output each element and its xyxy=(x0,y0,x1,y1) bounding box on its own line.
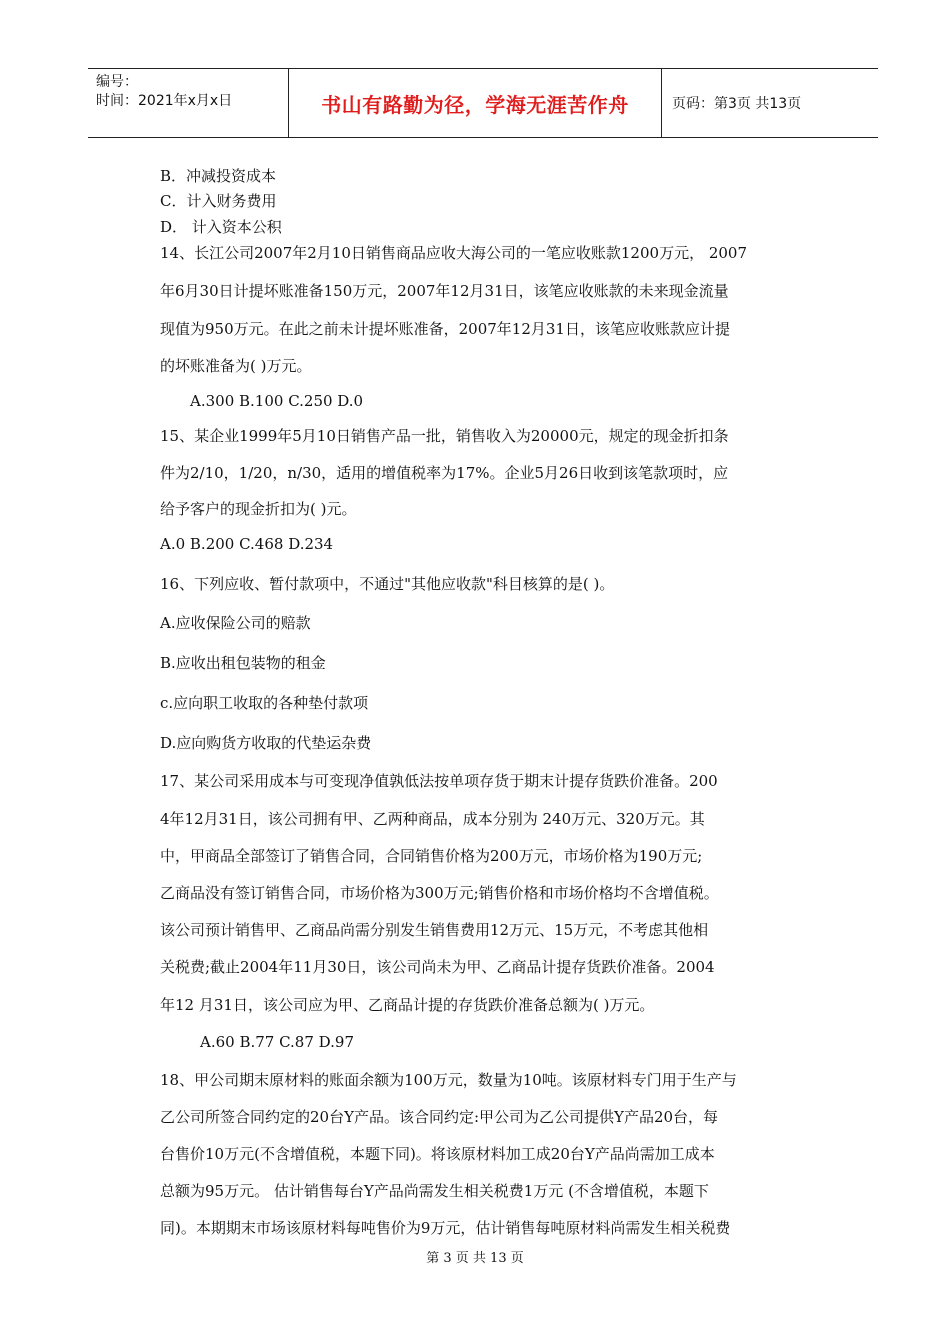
question-14-options: A.300 B.100 C.250 D.0 xyxy=(190,392,364,410)
question-17-options: A.60 B.77 C.87 D.97 xyxy=(200,1033,355,1051)
question-14-line: 年6月30日计提坏账准备150万元，2007年12月31日，该笔应收账款的未来现金流量 xyxy=(160,282,729,300)
option-line: B．冲减投资成本 xyxy=(160,167,277,185)
header-meta xyxy=(88,69,288,137)
option-line: C．计入财务费用 xyxy=(160,192,277,210)
question-15-line: 给予客户的现金折扣为( )元。 xyxy=(160,500,357,518)
header-motto-cell xyxy=(288,69,662,137)
option-line: D． 计入资本公积 xyxy=(160,218,282,236)
question-16-option: A.应收保险公司的赔款 xyxy=(160,614,311,632)
question-15-line: 件为2/10，1/20，n/30，适用的增值税率为17%。企业5月26日收到该笔款项时，应 xyxy=(160,464,729,482)
question-16-option: B.应收出租包装物的租金 xyxy=(160,654,326,672)
page-header xyxy=(88,68,878,138)
question-17-line: 乙商品没有签订销售合同，市场价格为300万元;销售价格和市场价格均不含增值税。 xyxy=(160,884,719,902)
question-16-option: D.应向购货方收取的代垫运杂费 xyxy=(160,734,372,752)
question-14-line: 14、长江公司2007年2月10日销售商品应收大海公司的一笔应收账款1200万元， 2007 xyxy=(160,244,748,262)
number-label: 编号： xyxy=(96,74,138,90)
page-info: 页码：第3页 共13页 xyxy=(672,96,802,112)
question-17-line: 该公司预计销售甲、乙商品尚需分别发生销售费用12万元、15万元，不考虑其他相 xyxy=(160,921,709,939)
question-15-line: 15、某企业1999年5月10日销售产品一批，销售收入为20000元，规定的现金折扣条 xyxy=(160,427,729,445)
page-footer: 第 3 页 共 13 页 xyxy=(426,1251,524,1266)
question-18-line: 台售价10万元(不含增值税，本题下同)。将该原材料加工成20台Y产品尚需加工成本 xyxy=(160,1145,715,1163)
question-18-line: 同)。本期期末市场该原材料每吨售价为9万元，估计销售每吨原材料尚需发生相关税费 xyxy=(160,1219,731,1237)
question-17-line: 年12 月31日，该公司应为甲、乙商品计提的存货跌价准备总额为( )万元。 xyxy=(160,996,655,1014)
motto-text: 书山有路勤为径，学海无涯苦作舟 xyxy=(321,92,629,117)
question-18-line: 总额为95万元。 估计销售每台Y产品尚需发生相关税费1万元 (不含增值税，本题下 xyxy=(160,1182,709,1200)
question-18-line: 乙公司所签合同约定的20台Y产品。该合同约定:甲公司为乙公司提供Y产品20台，每 xyxy=(160,1108,719,1126)
question-14-line: 现值为950万元。在此之前未计提坏账准备，2007年12月31日，该笔应收账款应计提 xyxy=(160,320,730,338)
question-17-line: 中，甲商品全部签订了销售合同，合同销售价格为200万元，市场价格为190万元; xyxy=(160,847,703,865)
question-17-line: 4年12月31日，该公司拥有甲、乙两种商品，成本分别为 240万元、320万元。其 xyxy=(160,810,705,828)
header-page-cell xyxy=(662,69,878,137)
question-16-line: 16、下列应收、暂付款项中，不通过"其他应收款"科目核算的是( )。 xyxy=(160,575,615,593)
question-18-line: 18、甲公司期末原材料的账面余额为100万元，数量为10吨。该原材料专门用于生产与 xyxy=(160,1071,737,1089)
question-17-line: 关税费;截止2004年11月30日，该公司尚未为甲、乙商品计提存货跌价准备。2004 xyxy=(160,958,715,976)
question-15-options: A.0 B.200 C.468 D.234 xyxy=(160,535,334,553)
time-label: 时间：2021年x月x日 xyxy=(96,93,233,109)
question-16-option: c.应向职工收取的各种垫付款项 xyxy=(160,694,369,712)
question-14-line: 的坏账准备为( )万元。 xyxy=(160,357,312,375)
question-17-line: 17、某公司采用成本与可变现净值孰低法按单项存货于期末计提存货跌价准备。200 xyxy=(160,772,718,790)
